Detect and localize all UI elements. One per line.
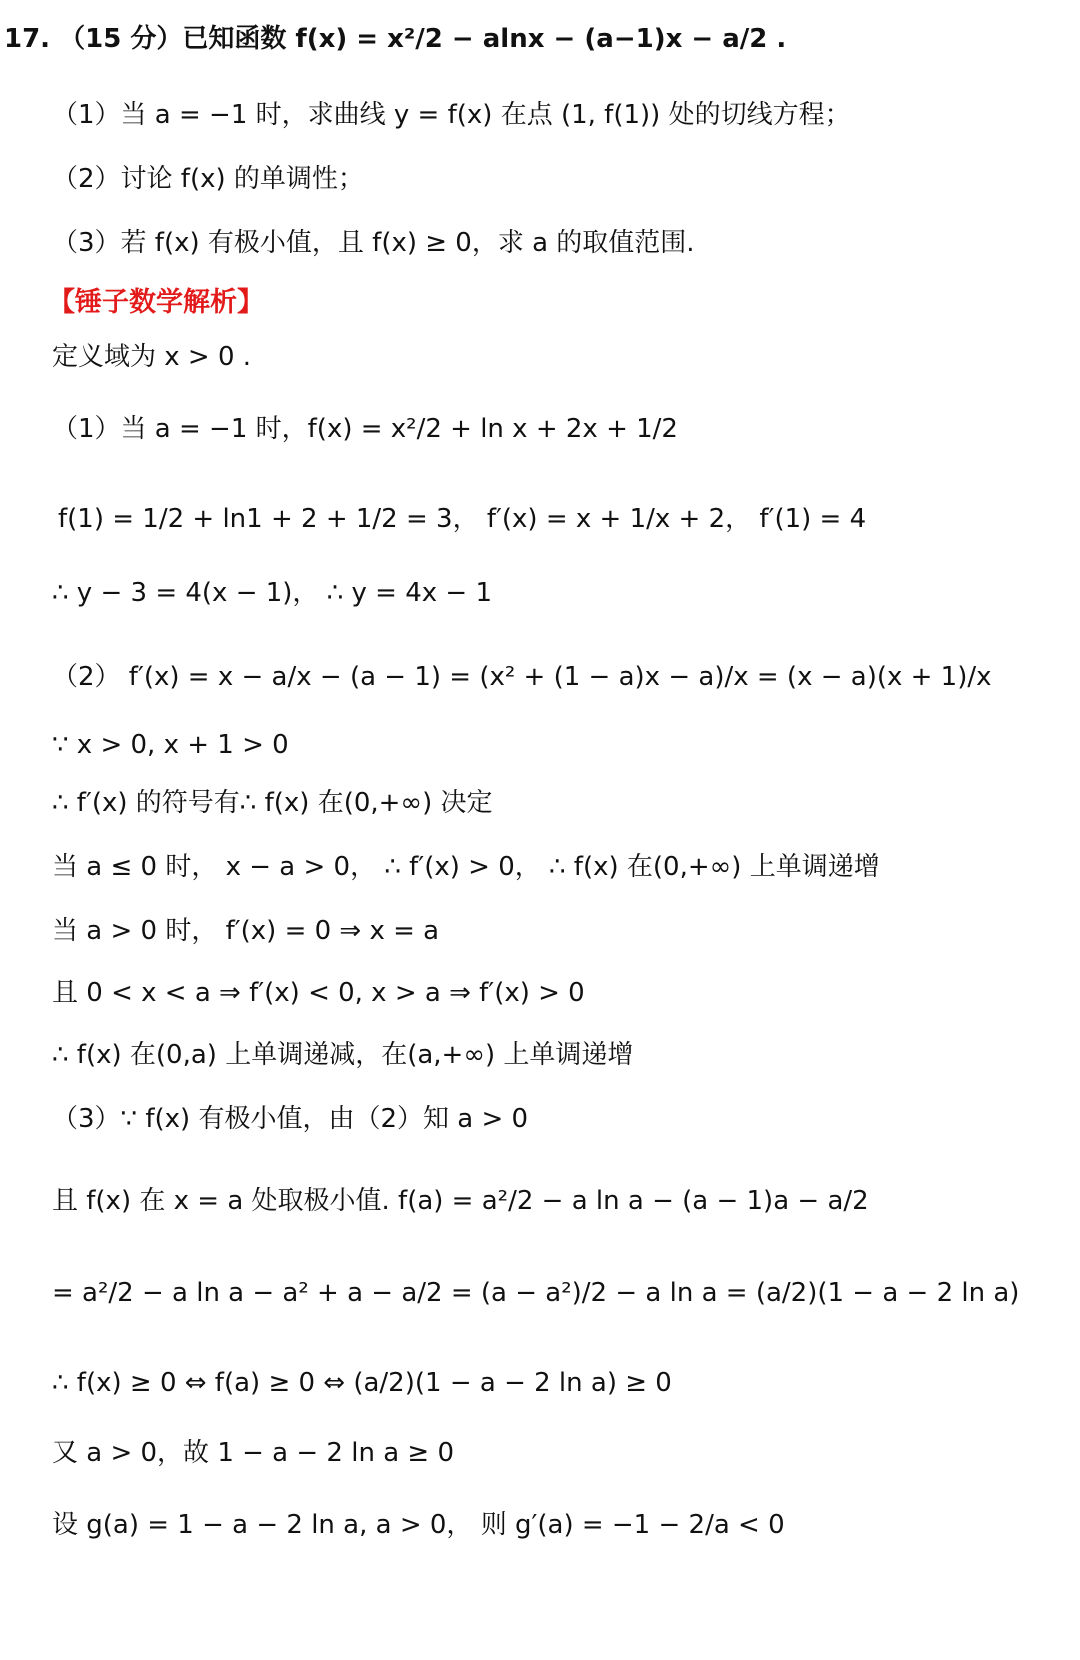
solution-line: ∴ f′(x) 的符号有∴ f(x) 在(0,+∞) 决定 [52, 788, 493, 818]
solution-line: 当 a > 0 时， f′(x) = 0 ⇒ x = a [52, 916, 440, 946]
solution-line: f(1) = 1/2 + ln1 + 2 + 1/2 = 3， f′(x) = x + 1/x + 2， f′(1) = 4 [58, 504, 867, 534]
solution-line: （3）∵ f(x) 有极小值，由（2）知 a > 0 [52, 1104, 529, 1134]
solution-line: ∴ f(x) 在(0,a) 上单调递减，在(a,+∞) 上单调递增 [52, 1040, 634, 1070]
solution-line: ∵ x > 0, x + 1 > 0 [52, 730, 289, 760]
solution-line: = a²/2 − a ln a − a² + a − a/2 = (a − a²)/2 − a ln a = (a/2)(1 − a − 2 ln a) [52, 1278, 1020, 1308]
solution-line: 且 0 < x < a ⇒ f′(x) < 0, x > a ⇒ f′(x) > 0 [52, 978, 585, 1008]
question-1: （1）当 a = −1 时，求曲线 y = f(x) 在点 (1, f(1)) 处的切线方程； [52, 100, 851, 130]
solution-line: 且 f(x) 在 x = a 处取极小值. f(a) = a²/2 − a ln a − (a − 1)a − a/2 [52, 1186, 869, 1216]
solution-line: （1）当 a = −1 时，f(x) = x²/2 + ln x + 2x + 1/2 [52, 414, 678, 444]
solution-line: 定义域为 x > 0 . [52, 342, 252, 372]
question-3: （3）若 f(x) 有极小值，且 f(x) ≥ 0，求 a 的取值范围. [52, 228, 695, 258]
question-2: （2）讨论 f(x) 的单调性； [52, 164, 364, 194]
solution-line: 当 a ≤ 0 时， x − a > 0， ∴ f′(x) > 0， ∴ f(x) 在(0,+∞) 上单调递增 [52, 852, 880, 882]
solution-line: 又 a > 0，故 1 − a − 2 ln a ≥ 0 [52, 1438, 454, 1468]
solution-line: ∴ y − 3 = 4(x − 1)， ∴ y = 4x − 1 [52, 578, 492, 608]
problem-title: 17. （15 分）已知函数 f(x) = x²/2 − alnx − (a−1)x − a/2 . [4, 24, 787, 54]
solution-heading: 【锤子数学解析】 [48, 287, 264, 318]
solution-line: 设 g(a) = 1 − a − 2 ln a, a > 0， 则 g′(a) = −1 − 2/a < 0 [52, 1510, 785, 1540]
solution-line: ∴ f(x) ≥ 0 ⇔ f(a) ≥ 0 ⇔ (a/2)(1 − a − 2 ln a) ≥ 0 [52, 1368, 672, 1398]
solution-line: （2） f′(x) = x − a/x − (a − 1) = (x² + (1 − a)x − a)/x = (x − a)(x + 1)/x [52, 662, 992, 692]
